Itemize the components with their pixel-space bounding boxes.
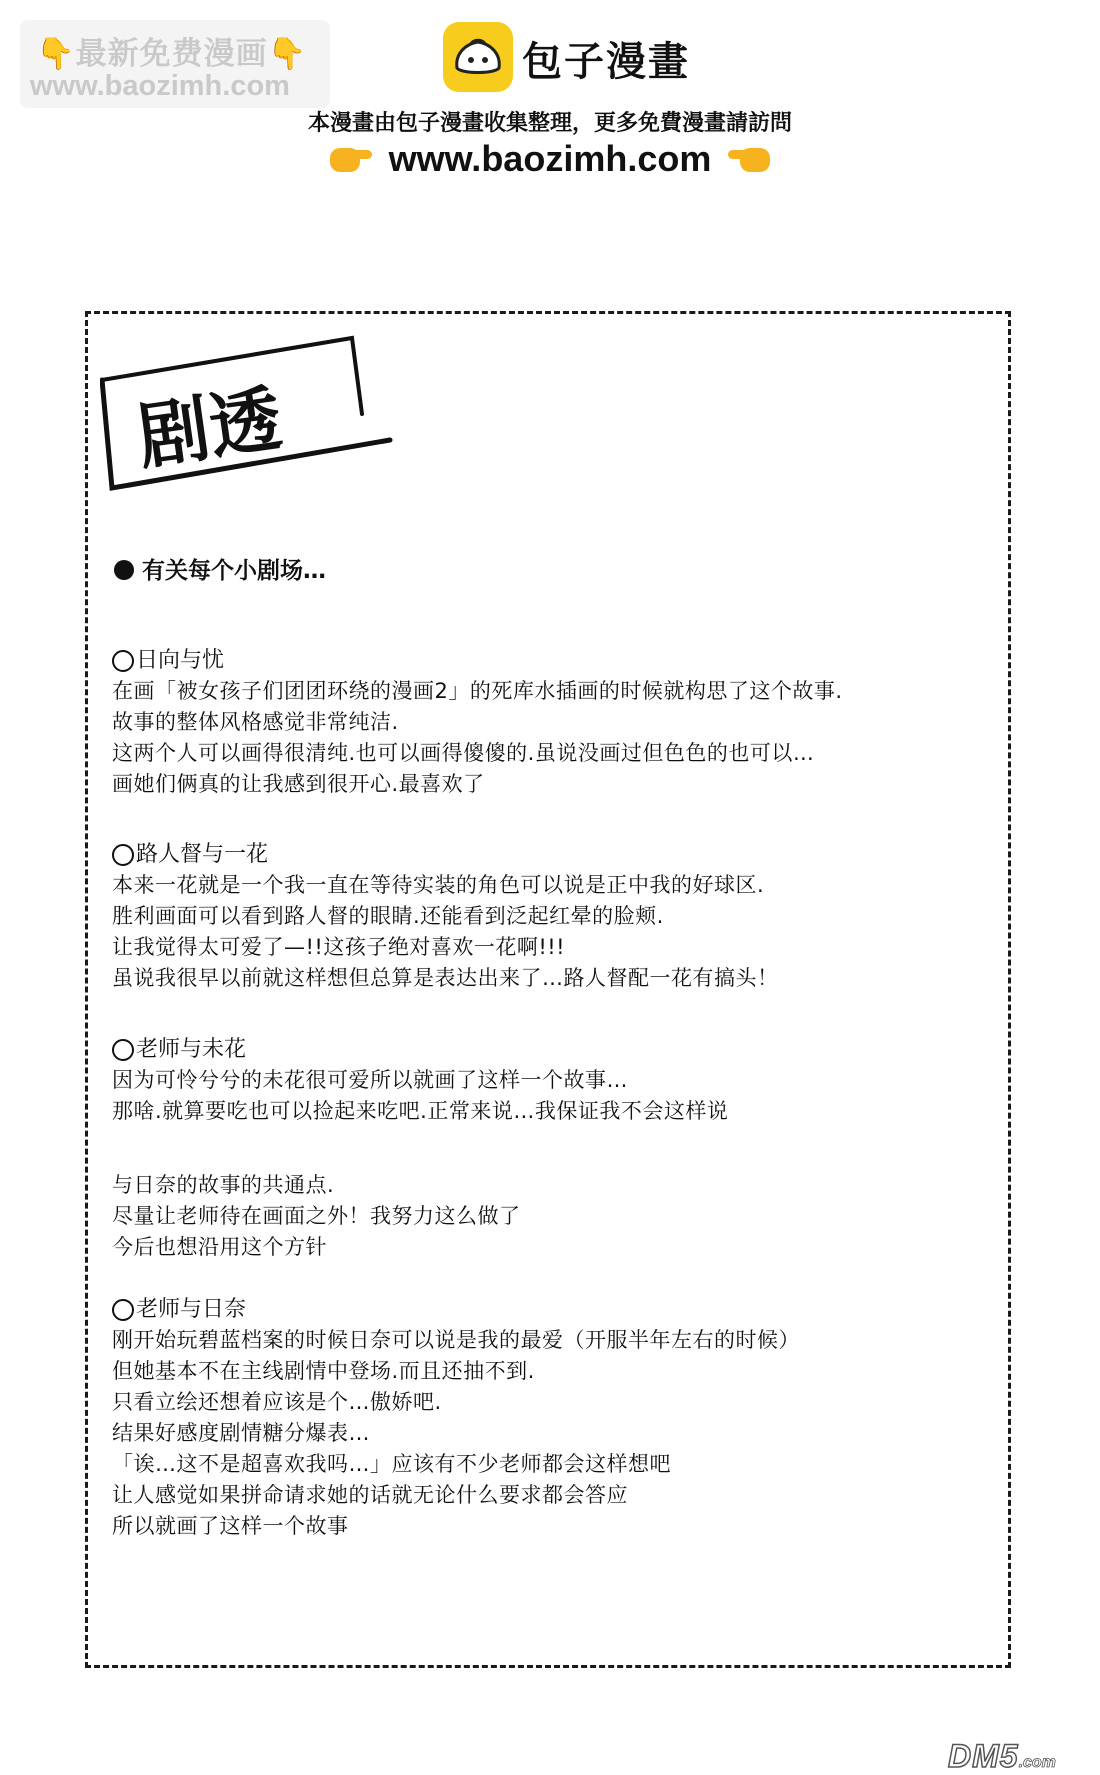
watermark-url: www.baozimh.com: [30, 70, 290, 102]
dm5-watermark: [948, 1738, 1056, 1775]
hand-down-icon: 👇: [267, 36, 308, 72]
story-line: 在画「被女孩子们团团环绕的漫画2」的死库水插画的时候就构思了这个故事.: [112, 679, 843, 703]
brand-name: 包子漫畫: [522, 39, 690, 85]
story-line: 本来一花就是一个我一直在等待实装的角色可以说是正中我的好球区.: [112, 873, 765, 897]
story-line: 与日奈的故事的共通点.: [112, 1173, 335, 1197]
story-line: 今后也想沿用这个方针: [112, 1235, 327, 1259]
circle-bullet-icon: [112, 650, 134, 672]
story-line: 所以就画了这样一个故事: [112, 1514, 349, 1538]
story-line: 结果好感度剧情糖分爆表…: [112, 1421, 370, 1445]
story-block: [112, 646, 843, 800]
story-line: 「诶…这不是超喜欢我吗…」应该有不少老师都会这样想吧: [112, 1452, 671, 1476]
story-title-text: 路人督与一花: [136, 842, 269, 867]
story-line: 那啥.就算要吃也可以捡起来吃吧.正常来说…我保证我不会这样说: [112, 1099, 729, 1123]
story-line: 这两个人可以画得很清纯.也可以画得傻傻的.虽说没画过但色色的也可以…: [112, 741, 815, 765]
pointing-hand-right-icon: [330, 144, 372, 174]
watermark-line1: [36, 28, 307, 73]
story-line: 因为可怜兮兮的未花很可爱所以就画了这样一个故事…: [112, 1068, 628, 1092]
hand-down-icon: 👇: [36, 36, 76, 72]
circle-bullet-icon: [112, 1039, 134, 1061]
story-title: [112, 1295, 800, 1325]
story-block: [112, 1035, 728, 1127]
dm5-domain-text: .com: [1018, 1754, 1056, 1771]
bullet-dot-icon: [114, 560, 134, 580]
story-title-text: 日向与忧: [136, 648, 225, 673]
story-line: 故事的整体风格感觉非常纯洁.: [112, 710, 399, 734]
section-heading: [114, 552, 326, 585]
story-title: [112, 840, 779, 870]
story-line: 虽说我很早以前就这样想但总算是表达出来了…路人督配一花有搞头！: [112, 966, 779, 990]
story-title-text: 老师与未花: [136, 1037, 247, 1062]
circle-bullet-icon: [112, 1299, 134, 1321]
story-block: [112, 1295, 800, 1542]
story-note: [112, 1170, 521, 1263]
bun-logo-icon: [443, 22, 513, 92]
dm5-logo-text: DM5: [948, 1738, 1019, 1774]
spoiler-stamp: [100, 330, 400, 514]
brand-url-row: [0, 138, 1100, 180]
brand-tagline: 本漫畫由包子漫畫收集整理，更多免費漫畫請訪問: [307, 111, 792, 136]
pointing-hand-left-icon: [728, 144, 770, 174]
stamp-text: 剧透: [132, 376, 287, 480]
story-line: 让我觉得太可爱了—!!这孩子绝对喜欢一花啊!!!: [112, 935, 566, 959]
story-line: 只看立绘还想着应该是个…傲娇吧.: [112, 1390, 442, 1414]
story-title-text: 老师与日奈: [136, 1297, 247, 1322]
circle-bullet-icon: [112, 844, 134, 866]
story-line: 刚开始玩碧蓝档案的时候日奈可以说是我的最爱（开服半年左右的时候）: [112, 1328, 800, 1352]
story-line: 画她们俩真的让我感到很开心.最喜欢了: [112, 772, 485, 796]
story-line: 让人感觉如果拼命请求她的话就无论什么要求都会答应: [112, 1483, 628, 1507]
story-title: [112, 646, 843, 676]
story-line: 胜利画面可以看到路人督的眼睛.还能看到泛起红晕的脸颊.: [112, 904, 664, 928]
brand-url[interactable]: www.baozimh.com: [388, 138, 712, 179]
heading-text: 有关每个小剧场…: [142, 558, 326, 584]
story-title: [112, 1035, 728, 1065]
story-block: [112, 840, 779, 994]
story-line: 尽量让老师待在画面之外！我努力这么做了: [112, 1204, 521, 1228]
watermark-badge: [20, 20, 330, 108]
watermark-text: 最新免费漫画: [75, 36, 268, 72]
story-line: 但她基本不在主线剧情中登场.而且还抽不到.: [112, 1359, 535, 1383]
